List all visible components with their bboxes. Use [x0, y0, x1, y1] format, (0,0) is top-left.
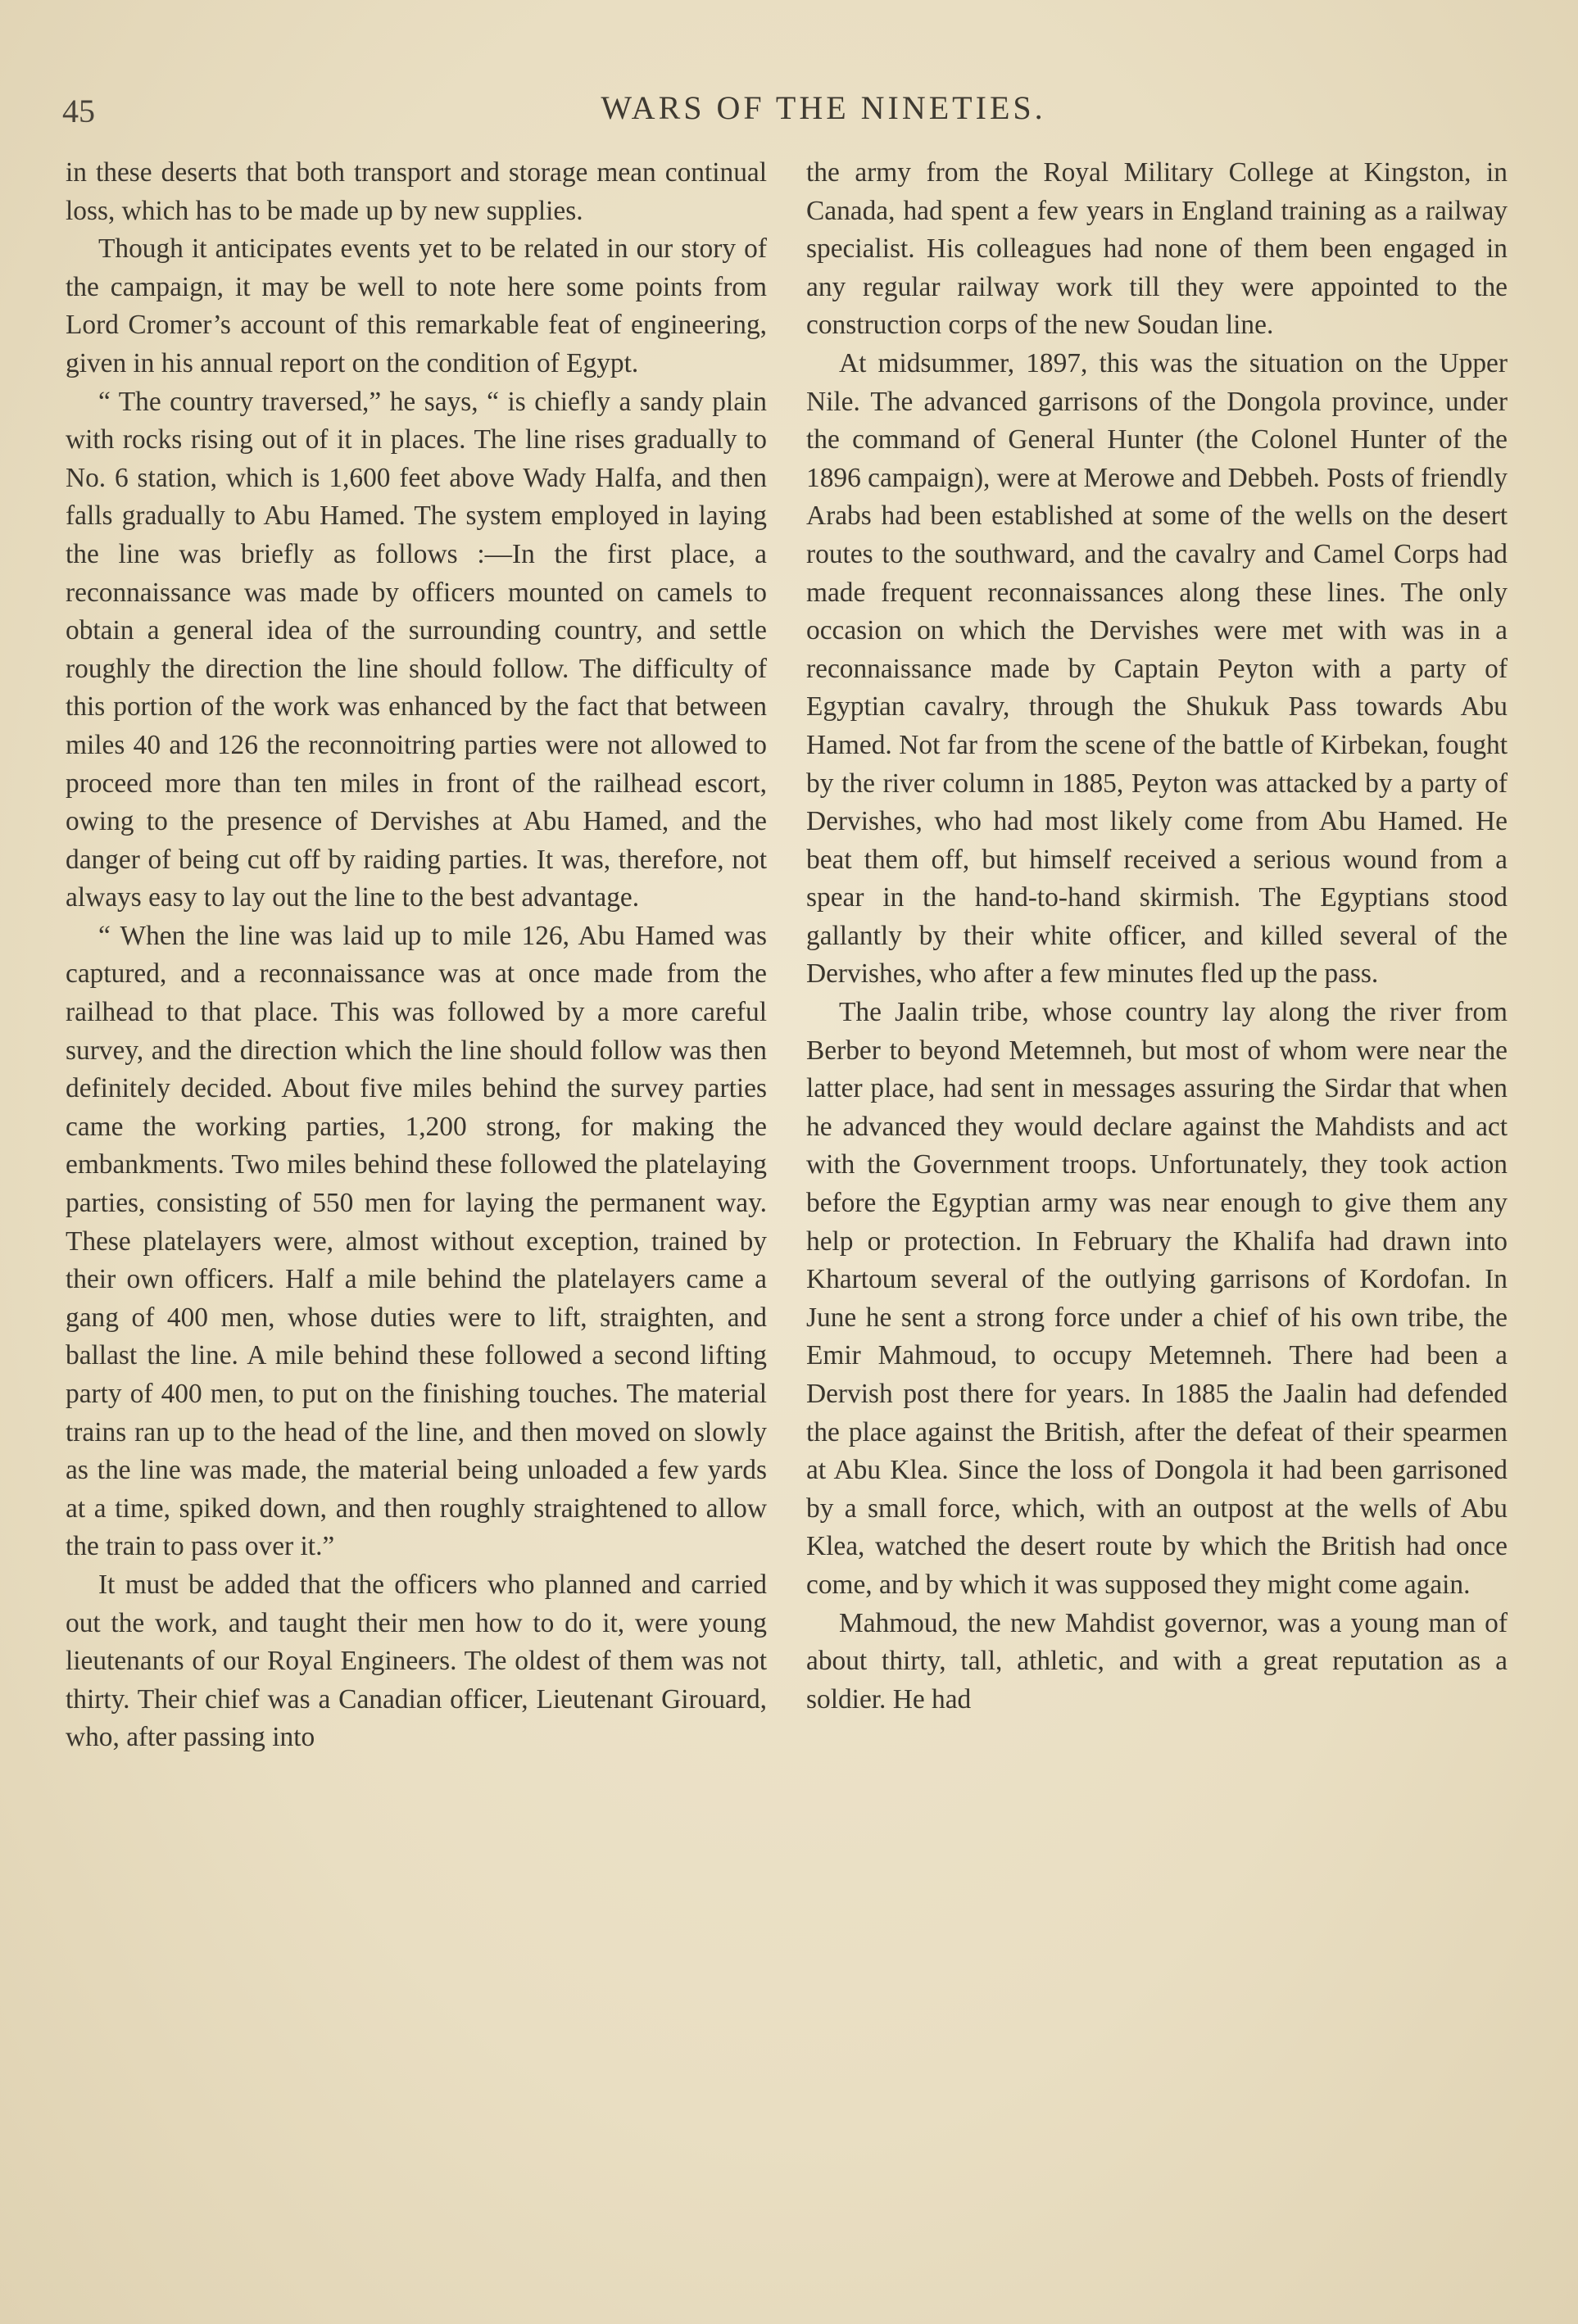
- paragraph: “ The country traversed,” he says, “ is chiefly a sandy plain with rocks rising out of it in places. The line rises gradually to No. 6 station, which is 1,600 feet above Wady Halfa, and then falls gradually to Abu Hamed. The system employed in laying the line was briefly as follows :—In the first place, a reconnaissance was made by officers mounted on camels to obtain a general idea of the surrounding country, and settle roughly the direction the line should follow. The difficulty of this portion of the work was enhanced by the fact that between miles 40 and 126 the reconnoitring parties were not allowed to proceed more than ten miles in front of the railhead escort, owing to the presence of Dervishes at Abu Hamed, and the danger of being cut off by raiding parties. It was, therefore, not always easy to lay out the line to the best advantage.: [66, 386, 767, 913]
- paragraph: Though it anticipates events yet to be related in our story of the campaign, it may be well to note here some points from Lord Cromer’s account of this remarkable feat of engineering, given in his annual report on the condition of Egypt.: [66, 233, 767, 378]
- paragraph: the army from the Royal Military College at Kingston, in Canada, had spent a few years in England training as a railway specialist. His colleagues had none of them been engaged in any regular railway work till they were appointed to the construction corps of the new Soudan line.: [806, 157, 1508, 341]
- paragraph: Mahmoud, the new Mahdist governor, was a young man of about thirty, tall, athletic, and with a great reputation as a soldier. He had: [806, 1607, 1508, 1715]
- paragraph: At midsummer, 1897, this was the situation on the Upper Nile. The advanced garrisons of the Dongola province, under the command of General Hunter (the Colonel Hunter of the 1896 campaign), were at Merowe and Debbeh. Posts of friendly Arabs had been established at some of the wells on the desert routes to the southward, and the cavalry and Camel Corps had made frequent reconnaissances along these lines. The only occasion on which the Dervishes were met with was in a reconnaissance made by Captain Peyton with a party of Egyptian cavalry, through the Shukuk Pass towards Abu Hamed. Not far from the scene of the battle of Kirbekan, fought by the river column in 1885, Peyton was attacked by a party of Dervishes, who had most likely come from Abu Hamed. He beat them off, but himself received a serious wound from a spear in the hand-to-hand skirmish. The Egyptians stood gallantly by their white officer, and killed several of the Dervishes, who after a few minutes fled up the pass.: [806, 347, 1508, 990]
- right-column: [806, 154, 1508, 1719]
- running-head: WARS OF THE NINETIES.: [601, 89, 1046, 126]
- left-column: [66, 154, 767, 1757]
- paragraph: “ When the line was laid up to mile 126, Abu Hamed was captured, and a reconnaissance was at once made from the railhead to that place. This was followed by a more careful survey, and the direction which the line should follow was then definitely decided. About five miles behind the survey parties came the working parties, 1,200 strong, for making the embankments. Two miles behind these followed the platelaying parties, consisting of 550 men for laying the permanent way. These platelayers were, almost without exception, trained by their own officers. Half a mile behind the platelayers came a gang of 400 men, whose duties were to lift, straighten, and ballast the line. A mile behind these followed a second lifting party of 400 men, to put on the finishing touches. The material trains ran up to the head of the line, and then moved on slowly as the line was made, the material being unloaded a few yards at a time, spiked down, and then roughly straightened to allow the train to pass over it.”: [66, 920, 767, 1562]
- paragraph: in these deserts that both transport and storage mean continual loss, which has to be made up by new supplies.: [66, 157, 767, 226]
- paragraph: The Jaalin tribe, whose country lay along the river from Berber to beyond Metemneh, but most of whom were near the latter place, had sent in messages assuring the Sirdar that when he advanced they would declare against the Mahdists and act with the Government troops. Unfortunately, they took action before the Egyptian army was near enough to give them any help or protection. In February the Khalifa had drawn into Khartoum several of the outlying garrisons of Kordofan. In June he sent a strong force under a chief of his own tribe, the Emir Mahmoud, to occupy Metemneh. There had been a Dervish post there for years. In 1885 the Jaalin had defended the place against the British, after the defeat of their spearmen at Abu Klea. Since the loss of Dongola it had been garrisoned by a small force, which, with an outpost at the wells of Abu Klea, watched the desert route by which the British had once come, and by which it was supposed they might come again.: [806, 997, 1508, 1600]
- page-number: 45: [62, 93, 95, 129]
- paragraph: It must be added that the officers who planned and carried out the work, and taught their men how to do it, were young lieutenants of our Royal Engineers. The oldest of them was not thirty. Their chief was a Canadian officer, Lieutenant Girouard, who, after passing into: [66, 1569, 767, 1753]
